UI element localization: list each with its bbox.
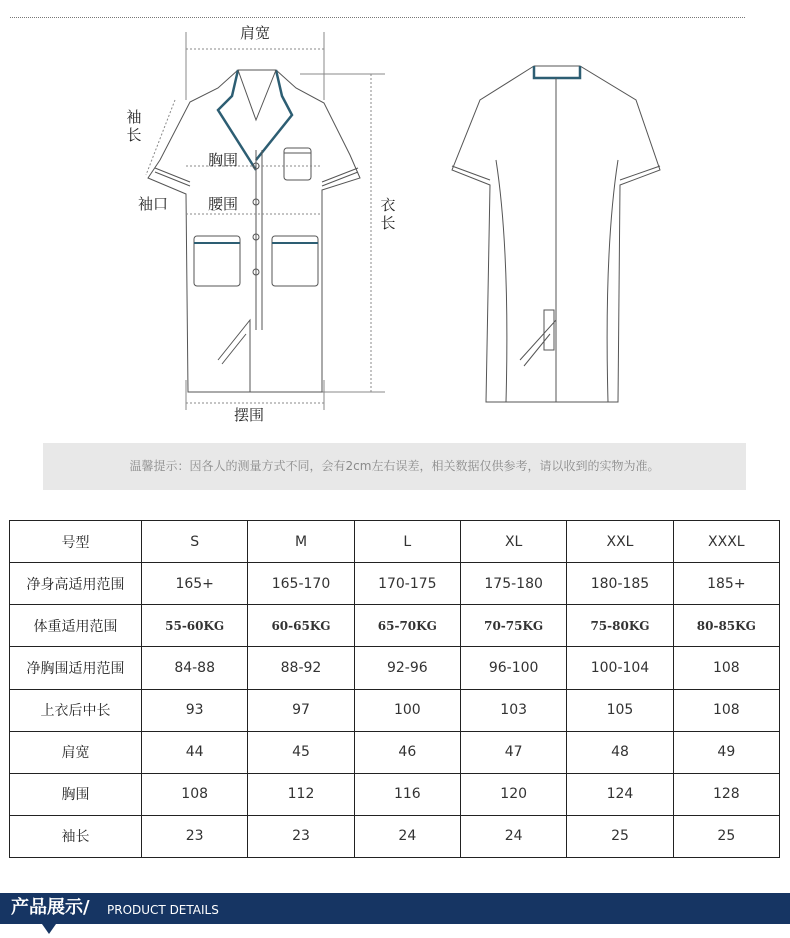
- table-cell: 175-180: [460, 563, 566, 605]
- table-cell: 93: [142, 689, 248, 731]
- front-garment: [146, 32, 385, 410]
- table-cell: 24: [354, 815, 460, 857]
- table-cell: 44: [142, 731, 248, 773]
- table-cell: 108: [142, 773, 248, 815]
- product-details-banner: [0, 893, 790, 924]
- row-label-cell: 胸围: [10, 773, 142, 815]
- table-cell: 84-88: [142, 647, 248, 689]
- table-cell: 105: [567, 689, 673, 731]
- top-dotted-divider: [10, 17, 745, 18]
- label-waist: 腰围: [208, 195, 239, 213]
- table-cell: 100: [354, 689, 460, 731]
- table-cell: 47: [460, 731, 566, 773]
- table-cell: 45: [248, 731, 354, 773]
- back-garment: [452, 66, 660, 402]
- table-cell: 65-70KG: [354, 605, 460, 647]
- table-cell: 23: [248, 815, 354, 857]
- table-cell: 116: [354, 773, 460, 815]
- table-header-cell: 号型: [10, 521, 142, 563]
- table-cell: 120: [460, 773, 566, 815]
- size-header-cell: M: [248, 521, 354, 563]
- table-cell: 80-85KG: [673, 605, 779, 647]
- table-cell: 55-60KG: [142, 605, 248, 647]
- table-cell: 75-80KG: [567, 605, 673, 647]
- size-header-cell: L: [354, 521, 460, 563]
- table-cell: 100-104: [567, 647, 673, 689]
- label-sleeve-length: 袖长: [126, 108, 142, 144]
- banner-title: 产品展示/: [11, 897, 90, 918]
- table-cell: 25: [673, 815, 779, 857]
- table-cell: 170-175: [354, 563, 460, 605]
- table-row: [10, 647, 780, 689]
- table-cell: 165-170: [248, 563, 354, 605]
- label-hem: 摆围: [234, 406, 265, 424]
- size-header-cell: XXXL: [673, 521, 779, 563]
- row-label-cell: 上衣后中长: [10, 689, 142, 731]
- table-cell: 103: [460, 689, 566, 731]
- banner-pointer-icon: [42, 924, 56, 934]
- row-label-cell: 净胸围适用范围: [10, 647, 142, 689]
- size-header-cell: XL: [460, 521, 566, 563]
- table-cell: 23: [142, 815, 248, 857]
- table-cell: 124: [567, 773, 673, 815]
- table-cell: 24: [460, 815, 566, 857]
- table-cell: 165+: [142, 563, 248, 605]
- measurement-notice: 温馨提示：因各人的测量方式不同，会有2cm左右误差，相关数据仅供参考，请以收到的实物为准。: [43, 443, 746, 490]
- table-cell: 128: [673, 773, 779, 815]
- label-shoulder: 肩宽: [240, 24, 271, 42]
- table-cell: 97: [248, 689, 354, 731]
- table-row: [10, 731, 780, 773]
- label-garment-length: 衣长: [380, 196, 396, 232]
- table-cell: 25: [567, 815, 673, 857]
- table-row: [10, 815, 780, 857]
- size-chart-table: [9, 520, 780, 858]
- table-cell: 96-100: [460, 647, 566, 689]
- table-row: [10, 563, 780, 605]
- label-chest: 胸围: [208, 151, 239, 169]
- table-row: [10, 773, 780, 815]
- table-cell: 108: [673, 689, 779, 731]
- row-label-cell: 净身高适用范围: [10, 563, 142, 605]
- table-cell: 70-75KG: [460, 605, 566, 647]
- table-row: [10, 689, 780, 731]
- table-cell: 88-92: [248, 647, 354, 689]
- table-cell: 60-65KG: [248, 605, 354, 647]
- table-row: [10, 605, 780, 647]
- row-label-cell: 体重适用范围: [10, 605, 142, 647]
- table-header-row: [10, 521, 780, 563]
- table-cell: 48: [567, 731, 673, 773]
- size-header-cell: XXL: [567, 521, 673, 563]
- table-cell: 108: [673, 647, 779, 689]
- row-label-cell: 肩宽: [10, 731, 142, 773]
- table-cell: 92-96: [354, 647, 460, 689]
- row-label-cell: 袖长: [10, 815, 142, 857]
- table-cell: 185+: [673, 563, 779, 605]
- label-cuff: 袖口: [138, 195, 169, 213]
- table-cell: 112: [248, 773, 354, 815]
- size-header-cell: S: [142, 521, 248, 563]
- table-cell: 46: [354, 731, 460, 773]
- table-cell: 180-185: [567, 563, 673, 605]
- banner-subtitle: PRODUCT DETAILS: [107, 903, 219, 917]
- table-cell: 49: [673, 731, 779, 773]
